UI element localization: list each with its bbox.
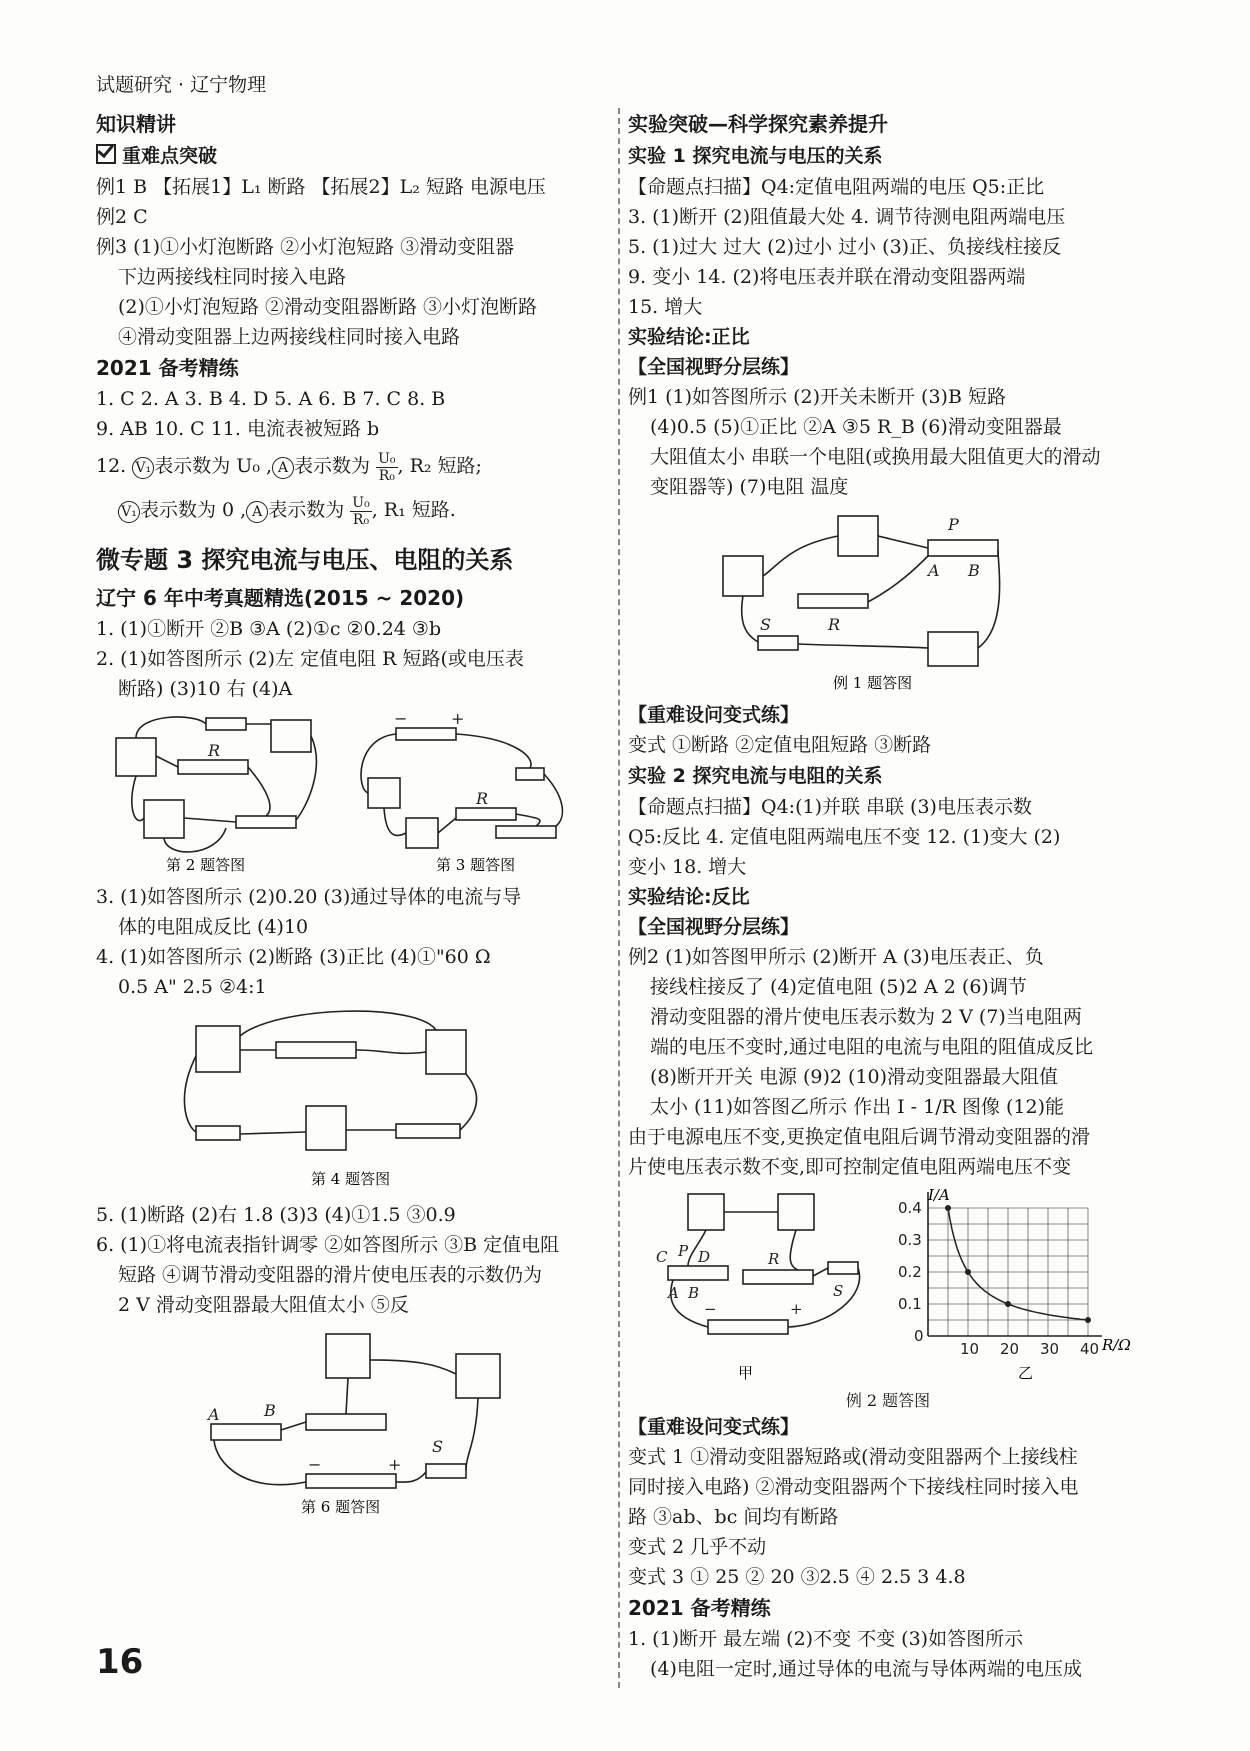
label-R: R (208, 741, 221, 760)
rheostat-icon (396, 1124, 460, 1138)
resistor-icon (306, 1414, 386, 1430)
switch-icon (828, 1262, 858, 1274)
ammeter-icon (778, 1194, 814, 1230)
label-S: S (432, 1437, 443, 1456)
voltmeter-icon (116, 738, 156, 776)
voltmeter-icon (326, 1334, 370, 1378)
label-C: C (656, 1248, 668, 1266)
column-divider (618, 108, 620, 1688)
answer-line: 例1 (1)如答图所示 (2)开关未断开 (3)B 短路 (628, 386, 1006, 408)
experiment-2-title: 实验 2 探究电流与电阻的关系 (628, 765, 883, 787)
label-R: R (828, 615, 841, 634)
caption-fig6: 第 6 题答图 (301, 1498, 381, 1516)
example-2-figures (628, 1186, 1148, 1386)
ammeter-symbol: A (272, 457, 294, 479)
y-tick-label: 0.2 (898, 1263, 922, 1281)
label-P: P (678, 1242, 689, 1260)
label-B: B (968, 561, 980, 580)
answer-line: 接线柱接反了 (4)定值电阻 (5)2 A 2 (6)调节 (650, 976, 1027, 998)
switch-icon (516, 768, 544, 780)
section-title-experiment: 实验突破—科学探究素养提升 (628, 112, 888, 136)
answer-line: 5. (1)过大 过大 (2)过小 过小 (3)正、负接线柱接反 (628, 236, 1062, 258)
answer-line: 变阻器等) (7)电阻 温度 (650, 476, 849, 498)
answer-line: 4. (1)如答图所示 (2)断路 (3)正比 (4)①"60 Ω (96, 946, 491, 968)
answer-line: 变小 18. 增大 (628, 856, 747, 878)
fraction: $\frac{\text{U₀}}{\text{R₀}}$ (378, 450, 396, 484)
answer-line: 例2 (1)如答图甲所示 (2)断开 A (3)电压表正、负 (628, 946, 1044, 968)
answer-line: (4)0.5 (5)①正比 ②A ③5 R_B (6)滑动变阻器最 (650, 416, 1062, 438)
voltmeter-icon (723, 556, 763, 596)
page-number: 16 (96, 1642, 144, 1682)
label-D: D (698, 1248, 711, 1266)
answer-line: 太小 (11)如答图乙所示 作出 I - 1/R 图像 (12)能 (650, 1096, 1065, 1118)
caption-yi: 乙 (1018, 1364, 1034, 1382)
answer-line: 例2 C (96, 206, 148, 228)
answer-line: 同时接入电路) ②滑动变阻器两个下接线柱同时接入电 (628, 1476, 1079, 1498)
answer-line: 大阻值太小 串联一个电阻(或换用最大阻值更大的滑动 (650, 446, 1101, 468)
x-tick-label: 20 (1000, 1340, 1020, 1358)
resistor-icon (743, 1270, 813, 1284)
circuit-figures-2-3 (96, 708, 616, 878)
answer-line: 2. (1)如答图所示 (2)左 定值电阻 R 短路(或电压表 (96, 648, 524, 670)
label-A: A (668, 1284, 679, 1302)
subsection-label: 【全国视野分层练】 (628, 356, 800, 378)
answer-line: 变式 ①断路 ②定值电阻短路 ③断路 (628, 734, 932, 756)
rheostat-icon (496, 826, 556, 838)
x-tick-label: 30 (1040, 1340, 1060, 1358)
label-B: B (688, 1284, 700, 1302)
section-title-exams: 辽宁 6 年中考真题精选(2015 ~ 2020) (96, 586, 465, 610)
label-A: A (928, 561, 940, 580)
label-P: P (948, 515, 959, 534)
voltmeter-icon (368, 778, 400, 808)
caption-jia: 甲 (738, 1364, 754, 1382)
section-title-practice-2: 2021 备考精练 (628, 1596, 771, 1620)
resistor-icon (798, 594, 868, 608)
ammeter-icon (306, 1106, 346, 1150)
voltmeter-symbol: V₁ (118, 501, 140, 523)
answer-line: 9. AB 10. C 11. 电流表被短路 b (96, 418, 380, 440)
answer-line-12b: V₁ 表示数为 0 , A 表示数为 $\frac{\text{U₀}}{\text{R₀}}$, R₁ 短路. (96, 488, 616, 532)
answer-line: 由于电源电压不变,更换定值电阻后调节滑动变阻器的滑 (628, 1126, 1091, 1148)
checkmark-icon (96, 144, 116, 164)
rheostat-icon (211, 1424, 281, 1440)
answer-line: ④滑动变阻器上边两接线柱同时接入电路 (118, 326, 461, 348)
page-header: 试题研究 · 辽宁物理 (96, 74, 267, 96)
y-tick-label: 0.4 (898, 1199, 922, 1217)
battery-icon (928, 632, 978, 666)
battery-icon (396, 728, 456, 740)
conclusion: 实验结论:正比 (628, 326, 750, 348)
answer-line: 断路) (3)10 右 (4)A (118, 678, 293, 700)
answer-line: 3. (1)如答图所示 (2)0.20 (3)通过导体的电流与导 (96, 886, 522, 908)
y-axis-label: I/A (928, 1186, 950, 1204)
caption-ex2: 例 2 题答图 (845, 1391, 931, 1410)
answer-line: 短路 ④调节滑动变阻器的滑片使电压表的示数仍为 (118, 1264, 543, 1286)
x-axis-label: R/Ω (1102, 1336, 1131, 1354)
ammeter-symbol: A (246, 501, 268, 523)
left-column (96, 108, 616, 1524)
origin-label: 0 (914, 1327, 924, 1345)
answer-line: (2)①小灯泡短路 ②滑动变阻器断路 ③小灯泡断路 (118, 296, 537, 318)
switch-icon (206, 718, 246, 730)
ammeter-icon (144, 800, 184, 838)
answer-line: 例1 B 【拓展1】L₁ 断路 【拓展2】L₂ 短路 电源电压 (96, 176, 546, 198)
answer-line: 5. (1)断路 (2)右 1.8 (3)3 (4)①1.5 ③0.9 (96, 1204, 456, 1226)
data-point (945, 1205, 951, 1211)
answer-line: (8)断开开关 电源 (9)2 (10)滑动变阻器最大阻值 (650, 1066, 1059, 1088)
right-column (628, 108, 1148, 1684)
answer-line: 下边两接线柱同时接入电路 (118, 266, 347, 288)
label-S: S (833, 1282, 844, 1300)
circuit-figure-ex1 (628, 506, 1148, 696)
ammeter-icon (406, 818, 438, 848)
answer-line: 体的电阻成反比 (4)10 (118, 916, 309, 938)
label-R: R (768, 1250, 780, 1268)
answer-line: 1. C 2. A 3. B 4. D 5. A 6. B 7. C 8. B (96, 388, 446, 410)
answer-line-12a: 12. V₁ 表示数为 U₀ , A 表示数为 $\frac{\text{U₀}}{\text{R₀}}$, R₂ 短路; (96, 450, 482, 484)
battery-icon (196, 1026, 240, 1072)
resistor-icon (456, 808, 516, 820)
label-B: B (264, 1401, 276, 1420)
ammeter-icon (456, 1354, 500, 1398)
answer-line: Q5:反比 4. 定值电阻两端电压不变 12. (1)变大 (2) (628, 826, 1061, 848)
battery-icon (306, 1474, 396, 1488)
caption-fig4: 第 4 题答图 (311, 1170, 391, 1188)
caption-ex1: 例 1 题答图 (833, 674, 913, 692)
answer-line: 15. 增大 (628, 296, 703, 318)
chart-curve (948, 1208, 1088, 1320)
subsection-label: 【全国视野分层练】 (628, 916, 800, 938)
answer-line: 变式 1 ①滑动变阻器短路或(滑动变阻器两个上接线柱 (628, 1446, 1078, 1468)
data-point (965, 1269, 971, 1275)
label-plus: + (388, 1455, 402, 1474)
label-minus: − (308, 1455, 322, 1474)
answer-line: 9. 变小 14. (2)将电压表并联在滑动变阻器两端 (628, 266, 1026, 288)
voltmeter-icon (688, 1194, 724, 1230)
answer-line: 1. (1)①断开 ②B ③A (2)①c ②0.24 ③b (96, 618, 442, 640)
caption-fig2: 第 2 题答图 (166, 856, 246, 874)
data-point (1005, 1301, 1011, 1307)
answer-line: 片使电压表示数不变,即可控制定值电阻两端电压不变 (628, 1156, 1072, 1178)
answer-line: 端的电压不变时,通过电阻的电流与电阻的阻值成反比 (650, 1036, 1094, 1058)
ammeter-icon (838, 516, 878, 556)
section-title-knowledge: 知识精讲 (96, 112, 176, 136)
battery-icon (271, 720, 311, 752)
y-tick-label: 0.3 (898, 1231, 922, 1249)
label-minus: − (704, 1300, 717, 1318)
answer-line: 0.5 A" 2.5 ②4:1 (118, 976, 267, 998)
section-title-practice: 2021 备考精练 (96, 356, 239, 380)
answer-line: 滑动变阻器的滑片使电压表示数为 2 V (7)当电阻两 (650, 1006, 1082, 1028)
circuit-figure-6 (96, 1324, 616, 1520)
resistor-icon (178, 760, 248, 774)
subsection-key-points: 重难点突破 (96, 140, 616, 172)
battery-icon (708, 1320, 788, 1334)
answer-line: 【命题点扫描】Q4:(1)并联 串联 (3)电压表示数 (628, 796, 1032, 818)
answer-line: 【命题点扫描】Q4:定值电阻两端的电压 Q5:正比 (628, 176, 1045, 198)
switch-icon (196, 1126, 240, 1140)
data-point (1085, 1317, 1091, 1323)
answer-line: (4)电阻一定时,通过导体的电流与导体两端的电压成 (650, 1658, 1082, 1680)
answer-line: 变式 3 ① 25 ② 20 ③2.5 ④ 2.5 3 4.8 (628, 1566, 966, 1588)
label-A: A (208, 1405, 220, 1424)
resistor-icon (276, 1042, 356, 1058)
answer-line: 1. (1)断开 最左端 (2)不变 不变 (3)如答图所示 (628, 1628, 1024, 1650)
x-tick-label: 40 (1080, 1340, 1100, 1358)
switch-icon (426, 1464, 466, 1478)
topic-title: 微专题 3 探究电流与电压、电阻的关系 (96, 546, 514, 574)
experiment-1-title: 实验 1 探究电流与电压的关系 (628, 145, 883, 167)
rheostat-icon (668, 1266, 728, 1280)
y-tick-label: 0.1 (898, 1295, 922, 1313)
i-r-chart (898, 1186, 1131, 1358)
circuit-figure-4 (96, 1006, 616, 1196)
switch-icon (758, 636, 798, 650)
caption-fig3: 第 3 题答图 (436, 856, 516, 874)
subsection-label: 【重难设问变式练】 (628, 1416, 800, 1438)
label-minus: − (394, 709, 408, 728)
label-S: S (760, 615, 771, 634)
rheostat-icon (928, 540, 998, 556)
answer-line: 2 V 滑动变阻器最大阻值太小 ⑤反 (118, 1294, 409, 1316)
answer-line: 路 ③ab、bc 间均有断路 (628, 1506, 839, 1528)
rheostat-icon (236, 816, 296, 828)
chart-points (945, 1205, 1091, 1323)
fraction: $\frac{\text{U₀}}{\text{R₀}}$ (352, 494, 370, 528)
x-tick-label: 10 (960, 1340, 980, 1358)
conclusion: 实验结论:反比 (628, 886, 750, 908)
label-plus: + (451, 709, 465, 728)
answer-line: 3. (1)断开 (2)阻值最大处 4. 调节待测电阻两端电压 (628, 206, 1066, 228)
answer-line: 例3 (1)①小灯泡断路 ②小灯泡短路 ③滑动变阻器 (96, 236, 515, 258)
label-R: R (476, 789, 489, 808)
answer-line: 变式 2 几乎不动 (628, 1536, 767, 1558)
subsection-label: 【重难设问变式练】 (628, 704, 800, 726)
voltmeter-icon (426, 1030, 466, 1074)
answer-line: 6. (1)①将电流表指针调零 ②如答图所示 ③B 定值电阻 (96, 1234, 560, 1256)
label-plus: + (790, 1300, 803, 1318)
voltmeter-symbol: V₁ (132, 457, 154, 479)
chart-grid (928, 1192, 1102, 1336)
